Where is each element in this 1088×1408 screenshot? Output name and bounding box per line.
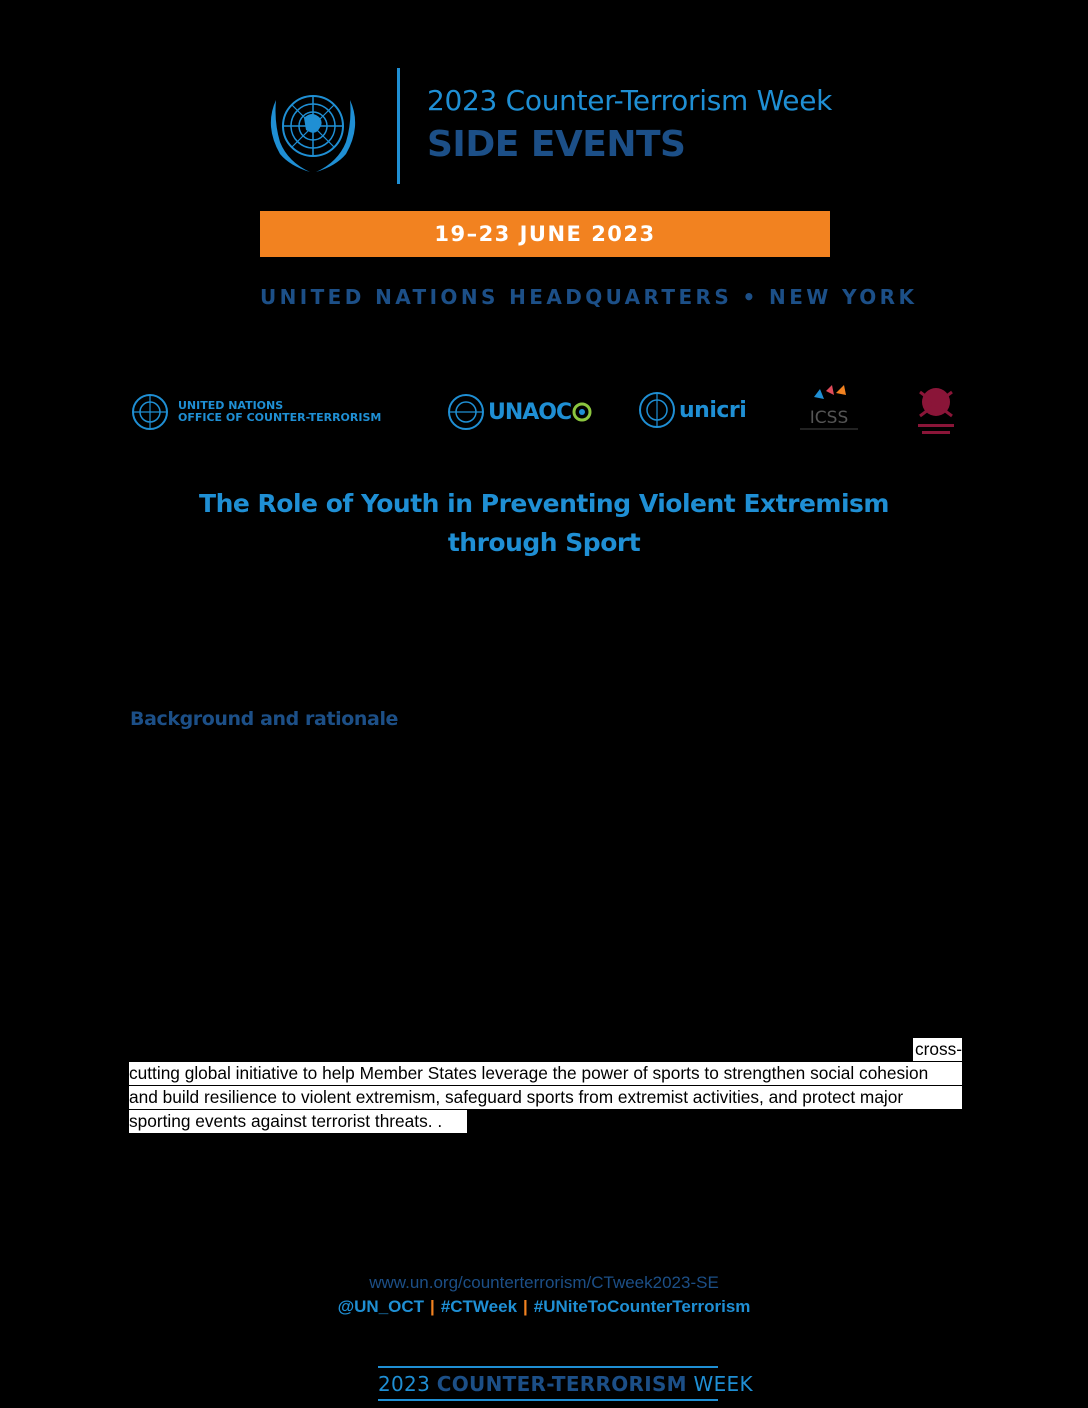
document-title-line2: through Sport [447,528,641,557]
icss-wordmark: ICSS [809,408,849,428]
uoct-logo-line1: UNITED NATIONS [178,399,284,412]
event-title: 2023 Counter-Terrorism Week [427,84,833,117]
hashtag-ctweek-link[interactable]: #CTWeek [440,1297,518,1316]
event-dates: 19–23 JUNE 2023 [434,222,656,246]
qatar-emblem-logo [906,380,966,442]
uoct-logo-line2: OFFICE OF COUNTER-TERRORISM [178,411,382,424]
header-divider [397,68,400,184]
paragraph-line: cross- [914,1039,962,1059]
unicri-wordmark: unicri [679,397,747,423]
date-banner [260,211,830,257]
un-emblem-icon [130,392,170,432]
separator: | [523,1297,528,1316]
un-emblem-icon [637,390,677,430]
un-emblem-icon [446,392,486,432]
unaoc-swirl-icon [571,401,593,423]
footer-social-links [0,1297,1088,1317]
hashtag-unite-link[interactable]: #UNiteToCounterTerrorism [533,1297,751,1316]
unaoc-logo [446,392,593,432]
section-heading: Background and rationale [130,708,399,730]
footer-brand-year: 2023 [378,1372,431,1396]
paragraph-line: cutting global initiative to help Member States leverage the power of sports to strengthen social cohesion [129,1062,962,1085]
document-title [150,484,938,562]
icss-logo [796,383,862,439]
unicri-logo [637,390,746,430]
event-location: UNITED NATIONS HEADQUARTERS • NEW YORK [260,285,918,309]
footer-brand [378,1372,753,1396]
footer-divider-bottom [378,1399,718,1401]
paragraph-line: sporting events against terrorist threats. . [129,1110,467,1133]
event-subtitle: SIDE EVENTS [427,124,686,165]
un-emblem-logo [254,78,372,178]
footer-brand-bold: COUNTER-TERRORISM [436,1372,687,1396]
footer-brand-tail: WEEK [693,1372,753,1396]
unaoc-wordmark: UNAOC [488,399,572,425]
footer-url-link[interactable]: www.un.org/counterterrorism/CTweek2023-SE [369,1273,719,1292]
uoct-logo [130,392,381,432]
separator: | [430,1297,435,1316]
footer-divider-top [378,1366,718,1368]
twitter-handle-link[interactable]: @UN_OCT [337,1297,425,1316]
paragraph-line: and build resilience to violent extremism, safeguard sports from extremist activities, and protect major [129,1086,962,1109]
document-title-line1: The Role of Youth in Preventing Violent Extremism [199,489,889,518]
